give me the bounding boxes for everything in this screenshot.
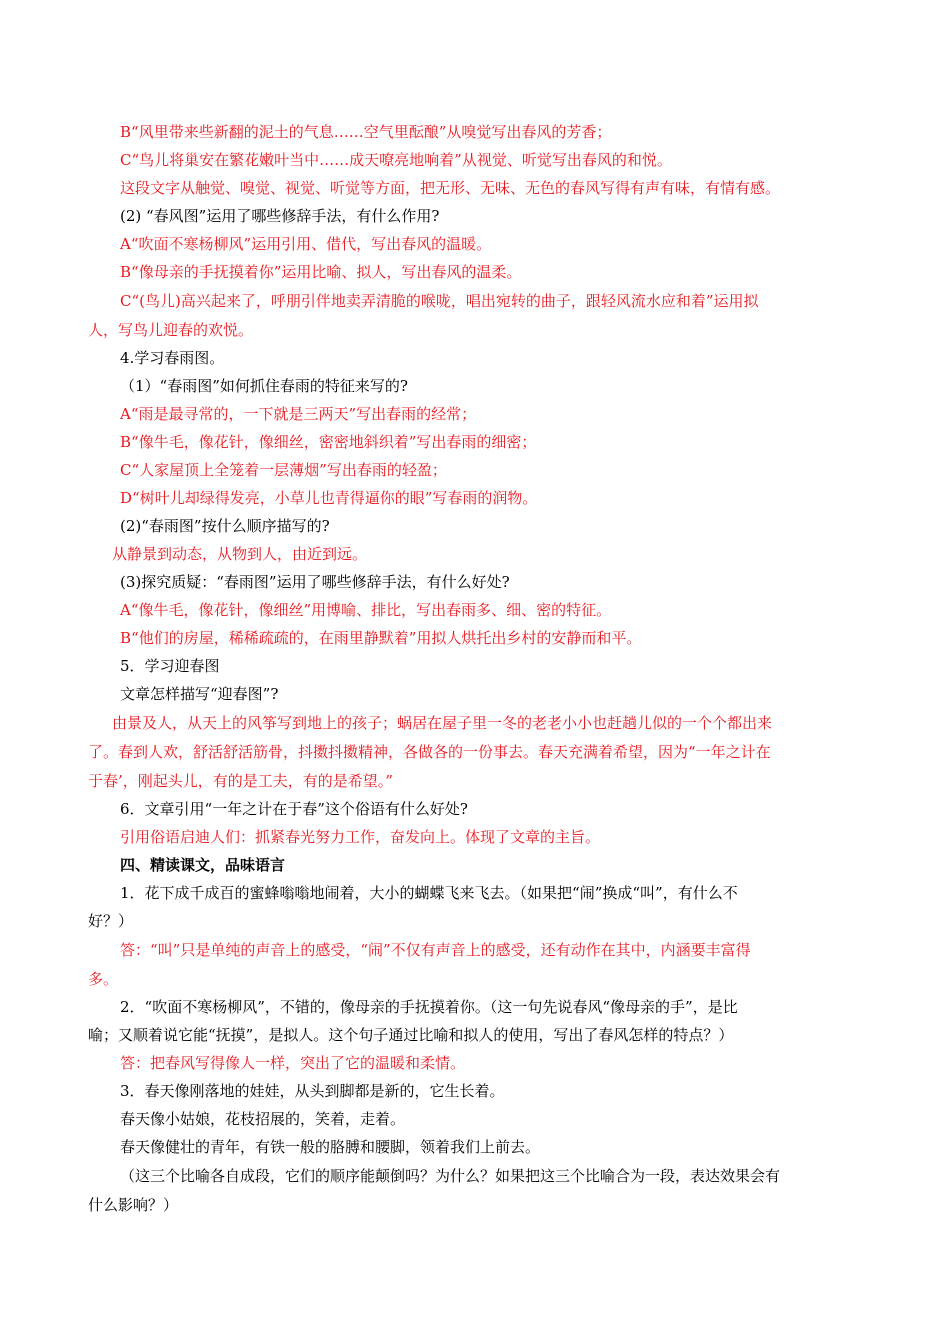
answer-line: 答：“叫”只是单纯的声音上的感受，“闹”不仅有声音上的感受，还有动作在其中，内涵要丰富得 bbox=[120, 941, 751, 959]
answer-line: 答：把春风写得像人一样，突出了它的温暖和柔情。 bbox=[120, 1054, 466, 1072]
section-title: 四、精读课文，品味语言 bbox=[120, 856, 286, 874]
question-line: 什么影响？） bbox=[88, 1196, 179, 1214]
answer-line: 从静景到动态，从物到人，由近到远。 bbox=[112, 545, 368, 563]
answer-line: B“像牛毛，像花针，像细丝，密密地斜织着”写出春雨的细密； bbox=[120, 433, 537, 451]
question-line: (3)探究质疑：“春雨图”运用了哪些修辞手法，有什么好处? bbox=[120, 573, 510, 591]
answer-line: 引用俗语启迪人们：抓紧春光努力工作，奋发向上。体现了文章的主旨。 bbox=[120, 828, 601, 846]
question-line: 1．花下成千成百的蜜蜂嗡嗡地闹着，大小的蝴蝶飞来飞去。（如果把“闹”换成“叫”，有什么不 bbox=[120, 884, 738, 902]
answer-line: C“鸟儿将巢安在繁花嫩叶当中……成天嘹亮地响着”从视觉、听觉写出春风的和悦。 bbox=[120, 151, 672, 169]
answer-line: C“人家屋顶上全笼着一层薄烟”写出春雨的轻盈； bbox=[120, 461, 447, 479]
question-line: 春天像健壮的青年，有铁一般的胳膊和腰脚，领着我们上前去。 bbox=[120, 1138, 541, 1156]
question-line: 喻；又顺着说它能“抚摸”，是拟人。这个句子通过比喻和拟人的使用，写出了春风怎样的特点？） bbox=[88, 1026, 734, 1044]
answer-line: B“像母亲的手抚摸着你”运用比喻、拟人，写出春风的温柔。 bbox=[120, 263, 522, 281]
answer-line: C“(鸟儿)高兴起来了，呼朋引伴地卖弄清脆的喉咙，唱出宛转的曲子，跟轻风流水应和着”运用拟 bbox=[120, 292, 759, 310]
answer-line: 由景及人，从天上的风筝写到地上的孩子；蜗居在屋子里一冬的老老小小也赶趟儿似的一个个都出来 bbox=[112, 714, 773, 732]
answer-line: B“他们的房屋，稀稀疏疏的，在雨里静默着”用拟人烘托出乡村的安静而和平。 bbox=[120, 629, 642, 647]
answer-line: 这段文字从触觉、嗅觉、视觉、听觉等方面，把无形、无味、无色的春风写得有声有味，有情有感。 bbox=[120, 179, 781, 197]
answer-line: D“树叶儿却绿得发亮，小草儿也青得逼你的眼”写春雨的润物。 bbox=[120, 489, 538, 507]
section-heading: 5．学习迎春图 bbox=[120, 657, 220, 675]
question-line: 2．“吹面不寒杨柳风”，不错的，像母亲的手抚摸着你。（这一句先说春风“像母亲的手”，是比 bbox=[120, 998, 738, 1016]
question-line: 文章怎样描写“迎春图”? bbox=[120, 685, 279, 703]
question-line: 6．文章引用“一年之计在于春”这个俗语有什么好处? bbox=[120, 800, 468, 818]
question-line: (2) “春风图”运用了哪些修辞手法，有什么作用? bbox=[120, 207, 440, 225]
answer-line: A“像牛毛，像花针，像细丝”用博喻、排比，写出春雨多、细、密的特征。 bbox=[120, 601, 612, 619]
question-line: （这三个比喻各自成段，它们的顺序能颠倒吗？为什么？如果把这三个比喻合为一段，表达效果会有 bbox=[120, 1167, 781, 1185]
question-line: 春天像小姑娘，花枝招展的，笑着，走着。 bbox=[120, 1110, 406, 1128]
section-heading: 4.学习春雨图。 bbox=[120, 349, 225, 367]
answer-line: 于春’，刚起头儿，有的是工夫，有的是希望。” bbox=[88, 772, 393, 790]
answer-line: 多。 bbox=[88, 970, 119, 988]
question-line: 3．春天像刚落地的娃娃，从头到脚都是新的，它生长着。 bbox=[120, 1082, 505, 1100]
answer-line: B“风里带来些新翻的泥土的气息……空气里酝酿”从嗅觉写出春风的芳香； bbox=[120, 123, 612, 141]
question-line: （1）“春雨图”如何抓住春雨的特征来写的? bbox=[120, 377, 408, 395]
answer-line: 了。春到人欢，舒活舒活筋骨，抖擞抖擞精神，各做各的一份事去。春天充满着希望，因为“一年之计在 bbox=[88, 743, 771, 761]
answer-line: 人，写鸟儿迎春的欢悦。 bbox=[88, 321, 254, 339]
question-line: (2)“春雨图”按什么顺序描写的? bbox=[120, 517, 330, 535]
answer-line: A“吹面不寒杨柳风”运用引用、借代，写出春风的温暖。 bbox=[120, 235, 492, 253]
question-line: 好？） bbox=[88, 912, 134, 930]
answer-line: A“雨是最寻常的，一下就是三两天”写出春雨的经常； bbox=[120, 405, 477, 423]
